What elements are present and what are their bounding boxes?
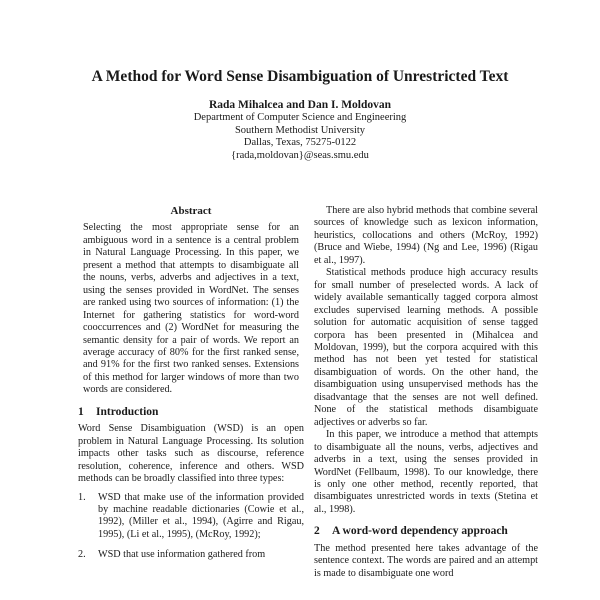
right-column bbox=[314, 205, 538, 580]
list-item bbox=[78, 492, 304, 542]
paragraph-this-paper: In this paper, we introduce a method that attempts to disambiguate all the nouns, verbs, adjectives and adverbs in a text, using the senses provided in WordNet (Fellbaum, 1998). To our knowledge, there is only one other method, recently reported, that disambiguates unrestricted words in texts (Stetina et al., 1998). bbox=[314, 429, 538, 515]
abstract-heading: Abstract bbox=[170, 205, 212, 217]
paragraph-hybrid-methods: There are also hybrid methods that combine several sources of knowledge such as lexicon information, heuristics, collocations and others (McRoy, 1992) (Bruce and Wiebe, 1994) (Ng and Lee, 1996) (Rigau et al., 1997). bbox=[314, 205, 538, 266]
section-title: Introduction bbox=[96, 405, 159, 418]
abstract-text: Selecting the most appropriate sense for an ambiguous word in a sentence is a central problem in Natural Language Processing. In this paper, we present a method that attempts to disambiguate all the nouns, verbs, adverbs and adjectives in a text, using the senses provided in WordNet. The senses are ranked using two sources of information: (1) the Internet for gathering statistics for word-word cooccurrences and (2) WordNet for measuring the semantic density for a pair of words. We report an average accuracy of 80% for the first ranked sense, and 91% for the first two ranked senses. Extensions of this method for larger windows of more than two words are considered. bbox=[83, 222, 299, 396]
paragraph-method: The method presented here takes advantage of the sentence context. The words are paired and an attempt is made to disambiguate one word bbox=[314, 542, 538, 579]
list-item-text: WSD that use information gathered from bbox=[98, 549, 266, 561]
list-item-number: 1. bbox=[78, 491, 86, 503]
affiliation-email: {rada,moldovan}@seas.smu.edu bbox=[231, 149, 369, 161]
intro-paragraph: Word Sense Disambiguation (WSD) is an open problem in Natural Language Processing. Its solution impacts other tasks such as discourse, reference resolution, coherence, inference and others. WSD methods can be broadly classified into three types: bbox=[78, 423, 304, 485]
affiliation bbox=[0, 112, 600, 162]
paragraph-statistical-methods: Statistical methods produce high accuracy results for small number of preselected words. A lack of widely available semantically tagged corpora almost excludes supervised learning methods. A possible solution for automatic acquisition of sense tagged corpora has been presented in (Mihalcea and Moldovan, 1999), but the corpora acquired with this method has not been yet tested for statistical disambiguation of words. On the other hand, the disambiguation using unsupervised methods has the disadvantage that the senses are not well defined. None of the statistical methods disambiguate adjectives or adverbs so far. bbox=[314, 267, 538, 428]
section-number: 1 bbox=[78, 405, 84, 418]
section-number: 2 bbox=[314, 525, 320, 538]
affiliation-address: Dallas, Texas, 75275-0122 bbox=[243, 137, 357, 149]
list-item-number: 2. bbox=[78, 549, 86, 561]
section-title: A word-word dependency approach bbox=[332, 525, 508, 538]
list-item-text: WSD that make use of the information provided by machine readable dictionaries (Cowie et al., 1992), (Miller et al., 1994), (Agirre and Rigau, 1995), (Li et al., 1995), (McRoy, 1992); bbox=[98, 491, 304, 540]
wsd-types-list bbox=[78, 492, 304, 562]
left-column bbox=[78, 205, 304, 570]
affiliation-university: Southern Methodist University bbox=[234, 124, 366, 136]
affiliation-department: Department of Computer Science and Engineering bbox=[193, 112, 407, 123]
list-item bbox=[78, 549, 304, 561]
paper-authors: Rada Mihalcea and Dan I. Moldovan bbox=[208, 99, 392, 111]
paper-title: A Method for Word Sense Disambiguation of Unrestricted Text bbox=[91, 68, 509, 85]
section-heading-word-word bbox=[314, 525, 538, 537]
section-heading-introduction bbox=[78, 406, 304, 418]
